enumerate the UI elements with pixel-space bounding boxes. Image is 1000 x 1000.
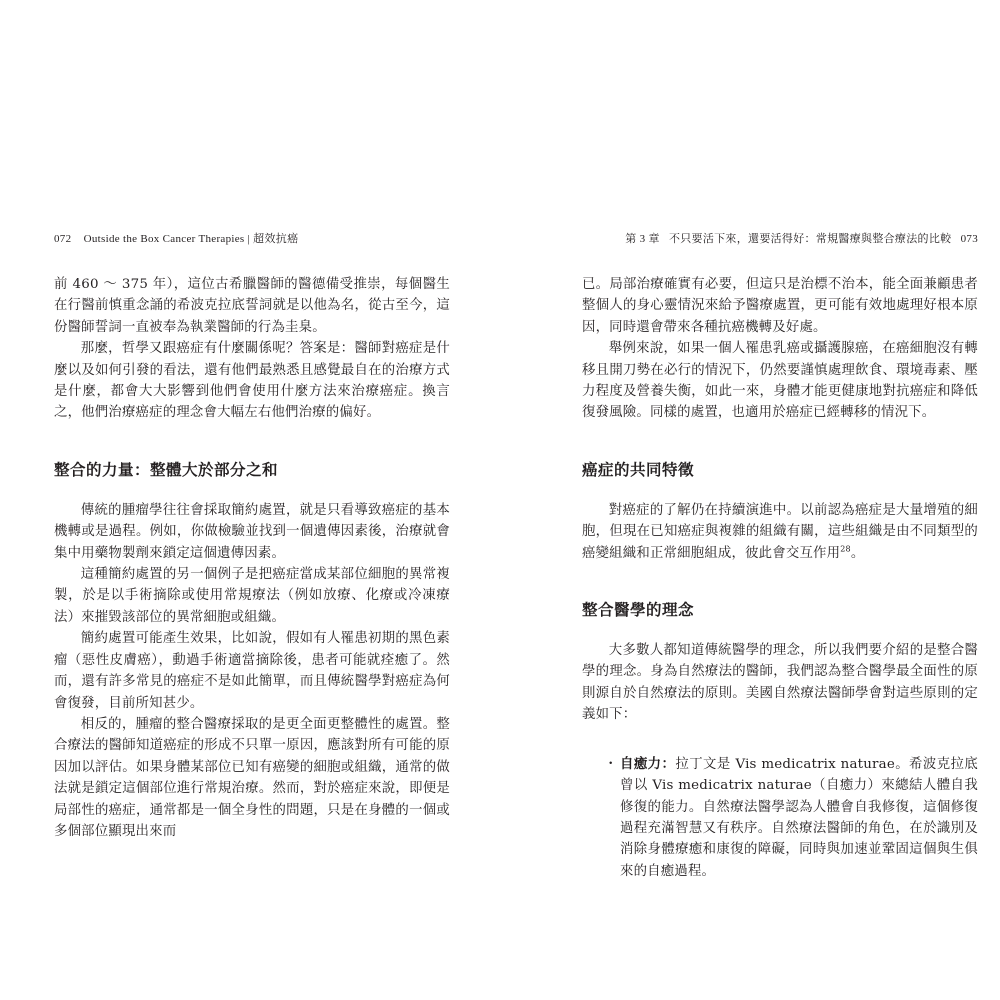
- chapter-title: 不只要活下來，還要活得好：常規醫療與整合療法的比較: [668, 233, 952, 245]
- paragraph: 傳統的腫瘤學往往會採取簡約處置，就是只看導致癌症的基本機轉或是過程。例如，你做檢驗並找到一個遺傳因素後，治療就會集中用藥物製劑來鎖定這個遺傳因素。: [54, 502, 450, 561]
- bullet-item: [582, 754, 978, 882]
- right-page-number: 073: [960, 233, 978, 245]
- section-heading: 整合醫學的理念: [582, 601, 695, 620]
- section-heading: 癌症的共同特徵: [582, 460, 695, 479]
- paragraph: 簡約處置可能產生效果，比如說，假如有人罹患初期的黑色素瘤（惡性皮膚癌），動過手術適當摘除後，患者可能就痊癒了。然而，還有許多常見的癌症不是如此簡單，而且傳統醫學對癌症為何會復發，目前所知甚少。: [54, 631, 450, 711]
- left-page-number: 072: [54, 233, 72, 245]
- book-title-en: Outside the Box Cancer Therapies: [83, 233, 245, 245]
- paragraph: 這種簡約處置的另一個例子是把癌症當成某部位細胞的異常複製，於是以手術摘除或使用常規療法（例如放療、化療或冷凍療法）來摧毀該部位的異常細胞或組織。: [54, 567, 450, 625]
- book-title-zh: 超效抗癌: [253, 233, 299, 245]
- head-separator: |: [247, 233, 251, 245]
- left-running-head: [54, 232, 450, 252]
- paragraph: 已。局部治療確實有必要，但這只是治標不治本，能全面兼顧患者整個人的身心靈情況來給予醫療處置，更可能有效地處理好根本原因，同時還會帶來各種抗癌機轉及好處。: [582, 277, 978, 335]
- bullet-text: 拉丁文是 Vis medicatrix naturae。希波克拉底曾以 Vis medicatrix naturae（自癒力）來總結人體自我修復的能力。自然療法醫學認為人體會自我修復，這個修復過程充滿智慧又有秩序。自然療法醫師的角色，在於識別及消除身體療癒和康復的障礙，同時與加速並鞏固這個與生俱來的自癒過程。: [620, 756, 978, 879]
- paragraph-end: 。: [850, 545, 865, 561]
- bullet-term: 自癒力：: [620, 756, 676, 772]
- right-running-head: [582, 232, 978, 252]
- bullet-paragraph: [608, 754, 978, 882]
- section-heading: 整合的力量：整體大於部分之和: [54, 460, 279, 479]
- paragraph: 相反的，腫瘤的整合醫療採取的是更全面更整體性的處置。整合療法的醫師知道癌症的形成不只單一原因，應該對所有可能的原因加以評估。如果身體某部位已知有癌變的細胞或組織，通常的做法就是鎖定這個部位進行常規治療。然而，對於癌症來說，即便是局部性的癌症，通常都是一個全身性的問題，只是在身體的一個或多個部位顯現出來而: [54, 716, 450, 839]
- paragraph: 那麼，哲學又跟癌症有什麼關係呢？答案是：醫師對癌症是什麼以及如何引發的看法，還有他們最熟悉且感覺最自在的治療方式是什麼，都會大大影響到他們會使用什麼方法來治療癌症。換言之，他們治療癌症的理念會大幅左右他們治療的偏好。: [54, 341, 450, 421]
- chapter-number: 第 3 章: [625, 233, 660, 245]
- paragraph: 前 460 ～ 375 年），這位古希臘醫師的醫德備受推崇，每個醫生在行醫前慎重念誦的希波克拉底誓詞就是以他為名，從古至今，這份醫師誓詞一直被奉為執業醫師的行為圭臬。: [54, 277, 450, 335]
- right-page: [582, 232, 978, 882]
- paragraph-text: 對癌症的了解仍在持續演進中。以前認為癌症是大量增殖的細胞，但現在已知癌症與複雜的組織有關，這些組織是由不同類型的癌變組織和正常細胞組成，彼此會交互作用: [582, 502, 978, 561]
- footnote-marker: 28: [840, 544, 851, 554]
- right-page-content: [582, 274, 978, 882]
- left-page: [54, 232, 450, 842]
- paragraph: 舉例來說，如果一個人罹患乳癌或攝護腺癌，在癌細胞沒有轉移且開刀勢在必行的情況下，仍然要謹慎處理飲食、環境毒素、壓力程度及營養失衡，如此一來，身體才能更健康地對抗癌症和降低復發風險。同樣的處置，也適用於癌症已經轉移的情況下。: [582, 341, 978, 421]
- paragraph: [582, 500, 978, 564]
- paragraph: 大多數人都知道傳統醫學的理念，所以我們要介紹的是整合醫學的理念。身為自然療法的醫師，我們認為整合醫學最全面性的原則源自於自然療法的原則。美國自然療法醫師學會對這些原則的定義如下：: [582, 643, 978, 723]
- bullet-dot: ・: [604, 756, 618, 772]
- left-page-content: [54, 274, 450, 842]
